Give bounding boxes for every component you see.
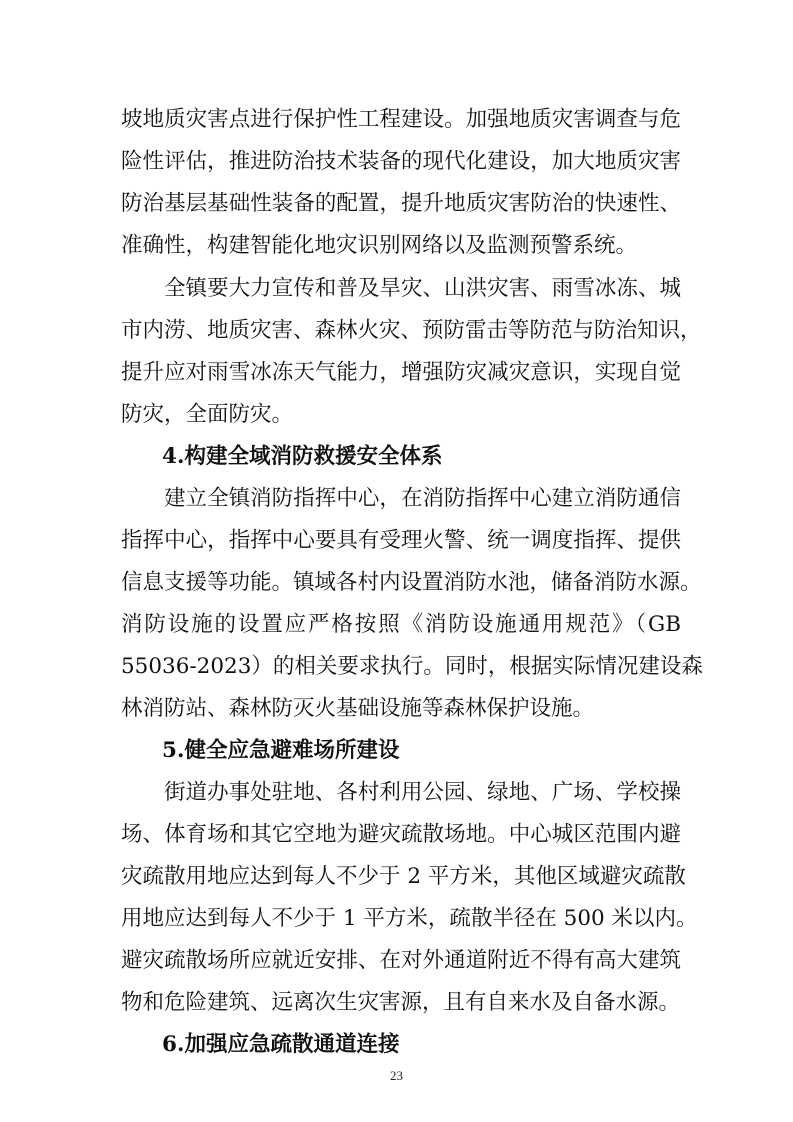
text-line: 物和危险建筑、远离次生灾害源，且有自来水及自备水源。	[121, 990, 681, 1015]
text-line: 场、体育场和其它空地为避灾疏散场地。中心城区范围内避	[121, 822, 681, 847]
section-heading: 4.构建全域消防救援安全体系	[162, 444, 443, 469]
text-line: 林消防站、森林防灭火基础设施等森林保护设施。	[121, 696, 595, 721]
text-line: 指挥中心，指挥中心要具有受理火警、统一调度指挥、提供	[121, 528, 681, 553]
text-line: 防灾，全面防灾。	[121, 402, 294, 427]
text-line: 用地应达到每人不少于 1 平方米，疏散半径在 500 米以内。	[121, 906, 698, 931]
text-line: 建立全镇消防指挥中心，在消防指挥中心建立消防通信	[164, 486, 681, 511]
text-line: 灾疏散用地应达到每人不少于 2 平方米，其他区域避灾疏散	[121, 864, 686, 889]
text-line: 街道办事处驻地、各村利用公园、绿地、广场、学校操	[164, 780, 681, 805]
text-line: 准确性，构建智能化地灾识别网络以及监测预警系统。	[121, 233, 638, 258]
text-line: 险性评估，推进防治技术装备的现代化建设，加大地质灾害	[121, 149, 681, 174]
section-heading: 6.加强应急疏散通道连接	[162, 1032, 400, 1057]
text-line: 消防设施的设置应严格按照《消防设施通用规范》（GB	[121, 612, 681, 637]
text-line: 55036-2023）的相关要求执行。同时，根据实际情况建设森	[121, 654, 703, 679]
text-line: 防治基层基础性装备的配置，提升地质灾害防治的快速性、	[121, 191, 681, 216]
text-line: 坡地质灾害点进行保护性工程建设。加强地质灾害调查与危	[121, 107, 681, 132]
text-line: 信息支援等功能。镇域各村内设置消防水池，储备消防水源。	[121, 570, 702, 595]
page-number: 23	[390, 1068, 403, 1083]
section-heading: 5.健全应急避难场所建设	[162, 738, 400, 763]
text-line: 市内涝、地质灾害、森林火灾、预防雷击等防范与防治知识，	[121, 318, 702, 343]
text-line: 避灾疏散场所应就近安排、在对外通道附近不得有高大建筑	[121, 948, 681, 973]
text-line: 提升应对雨雪冰冻天气能力，增强防灾减灾意识，实现自觉	[121, 360, 681, 385]
text-line: 全镇要大力宣传和普及旱灾、山洪灾害、雨雪冰冻、城	[164, 276, 681, 301]
